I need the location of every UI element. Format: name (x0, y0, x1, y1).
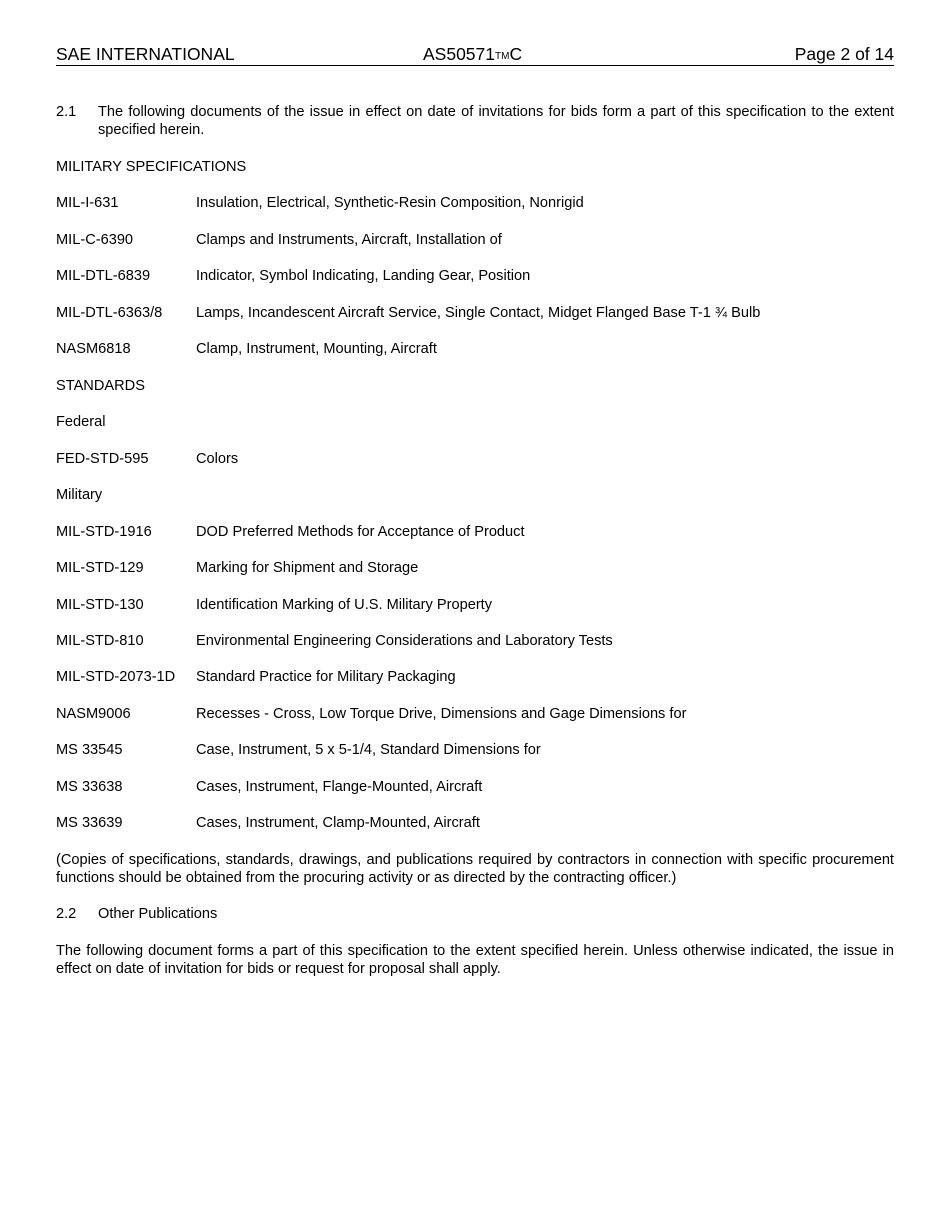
reference-code: MIL-C-6390 (56, 232, 134, 248)
standards-heading: STANDARDS (56, 378, 145, 394)
doc-id-number: AS50571 (423, 44, 496, 64)
reference-title: Cases, Instrument, Clamp-Mounted, Aircraft (196, 815, 480, 831)
header-page-number: Page 2 of 14 (794, 44, 894, 64)
section-2-2-heading (56, 905, 894, 923)
reference-title: Lamps, Incandescent Aircraft Service, Single Contact, Midget Flanged Base T-1 ¾ Bulb (196, 305, 761, 321)
section-number: 2.1 (56, 104, 77, 120)
reference-title: Marking for Shipment and Storage (196, 560, 419, 576)
reference-title: Insulation, Electrical, Synthetic-Resin Composition, Nonrigid (196, 195, 584, 211)
reference-title: Clamp, Instrument, Mounting, Aircraft (196, 341, 437, 357)
reference-title: Colors (196, 451, 239, 467)
reference-code: MIL-DTL-6839 (56, 268, 151, 284)
reference-title: Environmental Engineering Considerations and Laboratory Tests (196, 633, 613, 649)
reference-code: NASM6818 (56, 341, 131, 357)
doc-revision: C (509, 44, 523, 64)
section-number: 2.2 (56, 906, 77, 922)
military-specifications-heading: MILITARY SPECIFICATIONS (56, 159, 247, 175)
reference-code: MS 33638 (56, 779, 123, 795)
section-2-1 (56, 103, 894, 139)
reference-code: MIL-STD-129 (56, 560, 144, 576)
reference-code: MIL-I-631 (56, 195, 119, 211)
federal-heading: Federal (56, 414, 106, 430)
section-2-2-text: The following document forms a part of this specification to the extent specified herein. Unless otherwise indicated, the issue in effect on date of invitation for bids or request for proposal shall apply. (56, 943, 894, 977)
reference-code: MS 33545 (56, 742, 123, 758)
copies-note: (Copies of specifications, standards, drawings, and publications required by contractors in connection with specific procurement functions should be obtained from the procuring activity or as directed by the contracting officer.) (56, 852, 894, 886)
reference-code: MIL-STD-810 (56, 633, 144, 649)
reference-title: Indicator, Symbol Indicating, Landing Gear, Position (196, 268, 531, 284)
reference-title: Identification Marking of U.S. Military Property (196, 597, 493, 613)
reference-title: Cases, Instrument, Flange-Mounted, Aircraft (196, 779, 483, 795)
reference-code: MIL-STD-130 (56, 597, 144, 613)
section-title: Other Publications (98, 906, 218, 922)
header-document-id (423, 44, 522, 68)
reference-code: NASM9006 (56, 706, 131, 722)
military-heading: Military (56, 487, 103, 503)
reference-title: Clamps and Instruments, Aircraft, Installation of (196, 232, 502, 248)
section-text: The following documents of the issue in effect on date of invitations for bids form a part of this specification to the extent specified herein. (98, 104, 894, 138)
reference-title: DOD Preferred Methods for Acceptance of Product (196, 524, 525, 540)
reference-title: Standard Practice for Military Packaging (196, 669, 456, 685)
header-organization: SAE INTERNATIONAL (56, 44, 235, 64)
reference-title: Case, Instrument, 5 x 5-1/4, Standard Dimensions for (196, 742, 541, 758)
reference-code: MIL-STD-1916 (56, 524, 152, 540)
reference-code: MS 33639 (56, 815, 123, 831)
reference-code: FED-STD-595 (56, 451, 149, 467)
trademark-mark: TM (495, 51, 510, 62)
page-header (56, 44, 894, 66)
reference-code: MIL-DTL-6363/8 (56, 305, 163, 321)
reference-title: Recesses - Cross, Low Torque Drive, Dimensions and Gage Dimensions for (196, 706, 687, 722)
reference-code: MIL-STD-2073-1D (56, 669, 176, 685)
